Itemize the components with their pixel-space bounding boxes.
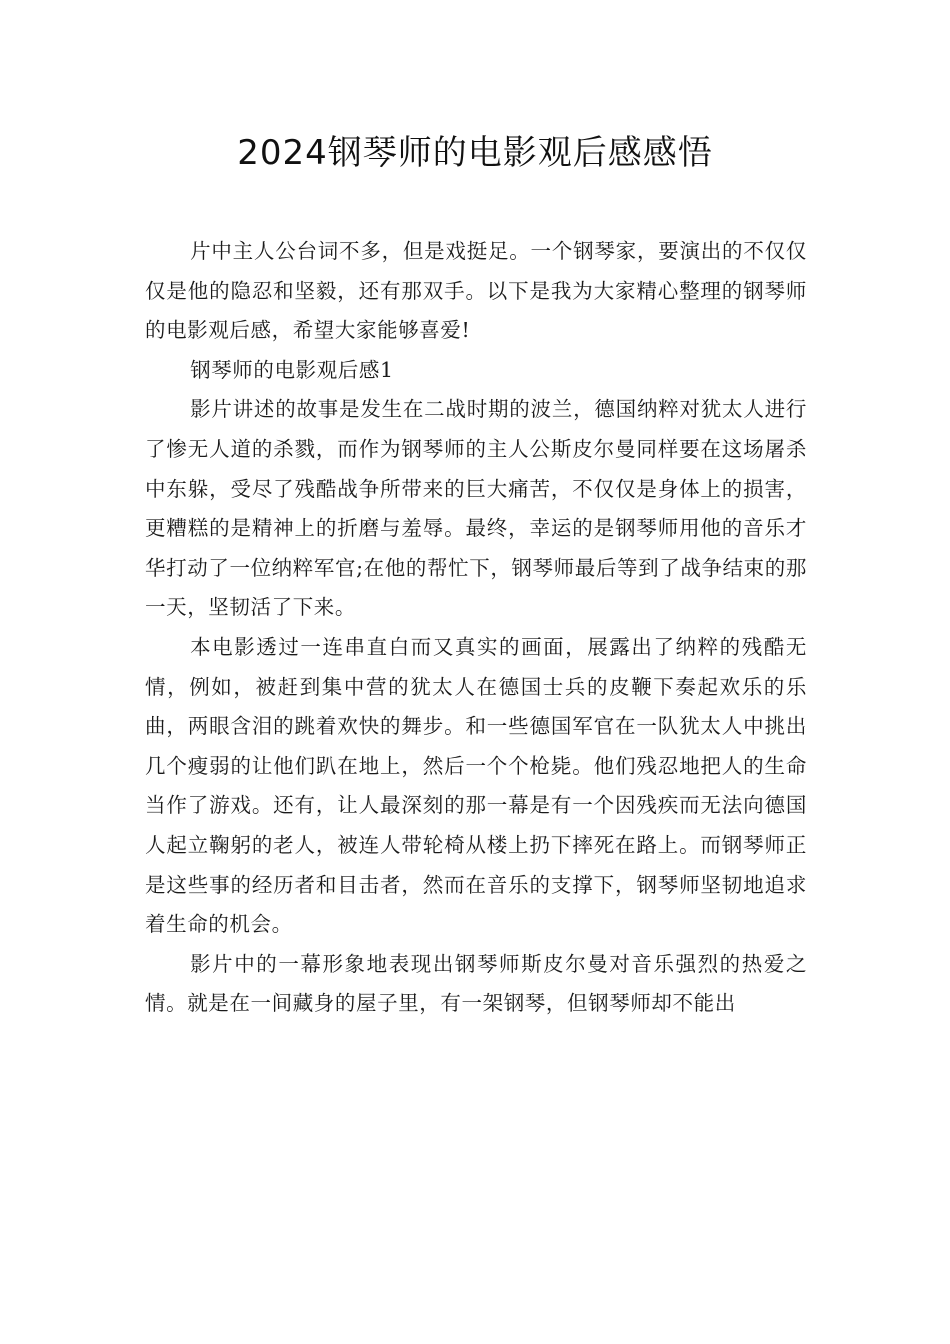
intro-paragraph: 片中主人公台词不多，但是戏挺足。一个钢琴家，要演出的不仅仅仅是他的隐忍和坚毅，还有那双手。以下是我为大家精心整理的钢琴师的电影观后感，希望大家能够喜爱! [145,239,807,343]
body-paragraph: 影片讲述的故事是发生在二战时期的波兰，德国纳粹对犹太人进行了惨无人道的杀戮，而作为钢琴师的主人公斯皮尔曼同样要在这场屠杀中东躲，受尽了残酷战争所带来的巨大痛苦，不仅仅是身体上的损害，更糟糕的是精神上的折磨与羞辱。最终，幸运的是钢琴师用他的音乐才华打动了一位纳粹军官;在他的帮忙下，钢琴师最后等到了战争结束的那一天，坚韧活了下来。 [145,397,807,620]
body-paragraph: 影片中的一幕形象地表现出钢琴师斯皮尔曼对音乐强烈的热爱之情。就是在一间藏身的屋子里，有一架钢琴，但钢琴师却不能出 [145,951,807,1016]
section-heading: 钢琴师的电影观后感1 [190,357,394,382]
body-paragraph: 本电影透过一连串直白而又真实的画面，展露出了纳粹的残酷无情，例如，被赶到集中营的犹太人在德国士兵的皮鞭下奏起欢乐的乐曲，两眼含泪的跳着欢快的舞步。和一些德国军官在一队犹太人中挑出几个瘦弱的让他们趴在地上，然后一个个枪毙。他们残忍地把人的生命当作了游戏。还有，让人最深刻的那一幕是有一个因残疾而无法向德国人起立鞠躬的老人，被连人带轮椅从楼上扔下摔死在路上。而钢琴师正是这些事的经历者和目击者，然而在音乐的支撑下，钢琴师坚韧地追求着生命的机会。 [145,634,807,937]
document-title: 2024钢琴师的电影观后感感悟 [237,133,713,173]
document-body [145,232,807,1024]
